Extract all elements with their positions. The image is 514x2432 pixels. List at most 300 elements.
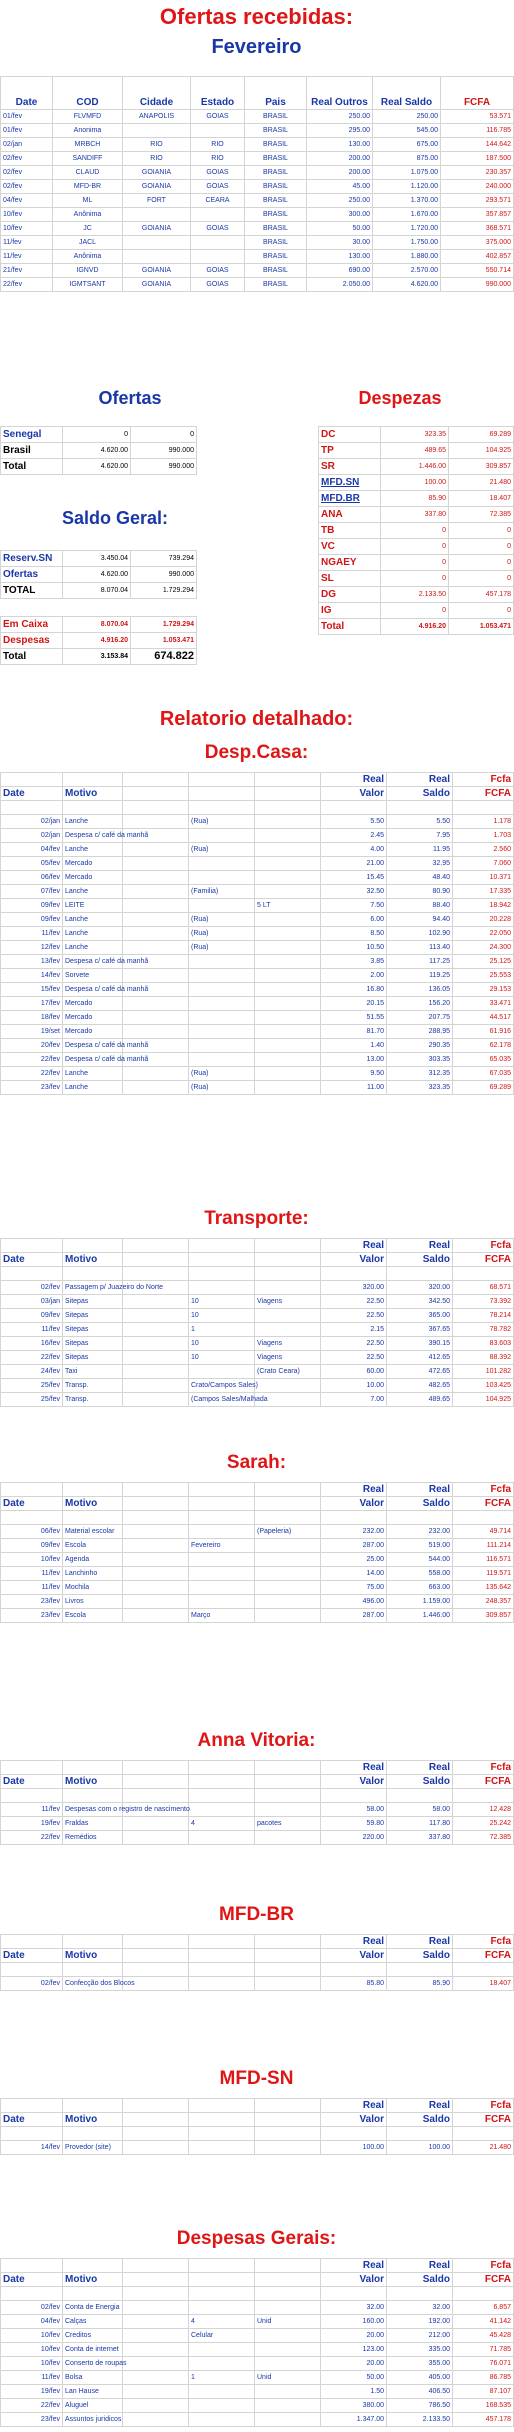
table-row	[1, 208, 514, 222]
table-cell: 119.571	[453, 1567, 514, 1581]
table-cell: 16.80	[321, 983, 387, 997]
table-cell: 17/fev	[1, 997, 63, 1011]
table-cell: 250.00	[373, 110, 441, 124]
table-cell: Sorvete	[63, 969, 123, 983]
table-cell: 30.00	[307, 236, 373, 250]
detail-table	[0, 2258, 514, 2427]
table-cell	[1, 2127, 63, 2141]
table-cell: 25/fev	[1, 1393, 63, 1407]
table-cell: RIO	[123, 152, 191, 166]
table-row	[1, 843, 514, 857]
column-header: Real	[387, 773, 453, 787]
table-cell: 05/fev	[1, 857, 63, 871]
table-cell: 323.35	[387, 1081, 453, 1095]
table-cell: 1.729.294	[131, 617, 197, 633]
table-cell: Sitepas	[63, 1295, 123, 1309]
column-header: Valor	[321, 2273, 387, 2287]
table-cell: Remédios	[63, 1831, 123, 1845]
blank-row	[1, 1511, 514, 1525]
table-cell: Taxi	[63, 1365, 123, 1379]
table-cell	[123, 1567, 189, 1581]
table-cell: 19/fev	[1, 2385, 63, 2399]
table-cell	[123, 1351, 189, 1365]
table-cell: 11/fev	[1, 927, 63, 941]
table-cell: 25/fev	[1, 1379, 63, 1393]
table-cell: JACL	[53, 236, 123, 250]
table-cell: 60.00	[321, 1365, 387, 1379]
table-cell: SR	[319, 459, 381, 475]
table-cell: 119.25	[387, 969, 453, 983]
summary-row	[1, 551, 197, 567]
column-header	[123, 1761, 189, 1775]
column-header: Real	[321, 773, 387, 787]
month-title: Fevereiro	[211, 36, 302, 58]
table-cell: Viagens	[255, 1351, 321, 1365]
table-cell	[123, 1553, 189, 1567]
table-cell: 405.00	[387, 2371, 453, 2385]
table-row	[1, 138, 514, 152]
table-cell: 104.925	[453, 1393, 514, 1407]
table-cell: 1.446.00	[381, 459, 449, 475]
table-cell: 09/fev	[1, 1539, 63, 1553]
table-cell: 48.40	[387, 871, 453, 885]
table-cell: 365.00	[387, 1309, 453, 1323]
table-cell: 49.714	[453, 1525, 514, 1539]
table-row	[1, 983, 514, 997]
detail-section	[0, 2228, 513, 2427]
table-cell: BRASIL	[245, 222, 307, 236]
table-cell	[255, 2357, 321, 2371]
table-cell: 101.282	[453, 1365, 514, 1379]
table-cell: Sitepas	[63, 1323, 123, 1337]
table-cell	[123, 2357, 189, 2371]
table-row	[1, 1337, 514, 1351]
table-cell: 10/fev	[1, 2357, 63, 2371]
table-cell	[189, 1963, 255, 1977]
table-cell: 01/fev	[1, 124, 53, 138]
column-header: Real Saldo	[373, 77, 441, 110]
table-cell	[321, 1789, 387, 1803]
column-header: Motivo	[63, 1949, 123, 1963]
table-cell: Lanche	[63, 1067, 123, 1081]
table-cell	[453, 2287, 514, 2301]
table-cell: (Rua)	[189, 927, 255, 941]
column-header	[255, 1949, 321, 1963]
table-cell	[123, 801, 189, 815]
table-cell	[189, 1803, 255, 1817]
table-cell	[123, 1963, 189, 1977]
table-row	[1, 2315, 514, 2329]
table-cell: BRASIL	[245, 110, 307, 124]
column-header	[63, 2099, 123, 2113]
table-cell: 13/fev	[1, 955, 63, 969]
summary-row	[319, 459, 514, 475]
table-cell: 10	[189, 1295, 255, 1309]
table-cell	[1, 1511, 63, 1525]
table-cell: 412.65	[387, 1351, 453, 1365]
column-header	[123, 2259, 189, 2273]
table-cell: 44.517	[453, 1011, 514, 1025]
column-header: FCFA	[441, 77, 514, 110]
table-cell: 9.50	[321, 1067, 387, 1081]
table-cell	[63, 1511, 123, 1525]
table-cell	[255, 1309, 321, 1323]
column-header	[255, 1253, 321, 1267]
table-cell	[255, 1595, 321, 1609]
column-header: FCFA	[453, 1497, 514, 1511]
table-cell: 22.50	[321, 1309, 387, 1323]
table-cell: 02/fev	[1, 1281, 63, 1295]
table-cell: 489.65	[381, 443, 449, 459]
table-header-row	[1, 2099, 514, 2113]
table-cell: ANAPOLIS	[123, 110, 191, 124]
table-cell	[255, 885, 321, 899]
table-cell: 10	[189, 1337, 255, 1351]
table-cell: 23/fev	[1, 1081, 63, 1095]
column-header: Date	[1, 1775, 63, 1789]
table-cell	[255, 913, 321, 927]
table-cell: 78.214	[453, 1309, 514, 1323]
table-cell: (Rua)	[189, 843, 255, 857]
column-header: Real	[387, 1935, 453, 1949]
section-title: Transporte:	[204, 1208, 309, 1229]
column-header: Date	[1, 787, 63, 801]
column-header: Real	[387, 1239, 453, 1253]
column-header: Estado	[191, 77, 245, 110]
table-cell: 10.00	[321, 1379, 387, 1393]
table-cell: 674.822	[131, 649, 197, 665]
table-cell: Ofertas	[1, 567, 63, 583]
table-cell: 20.00	[321, 2329, 387, 2343]
column-header	[63, 2259, 123, 2273]
table-cell: NGAEY	[319, 555, 381, 571]
table-cell: 18/fev	[1, 1011, 63, 1025]
table-cell: 187.500	[441, 152, 514, 166]
table-cell	[123, 2385, 189, 2399]
table-row	[1, 1581, 514, 1595]
table-cell	[1, 2287, 63, 2301]
column-header: Fcfa	[453, 773, 514, 787]
table-cell: 03/jan	[1, 1295, 63, 1309]
table-cell: 12.428	[453, 1803, 514, 1817]
table-row	[1, 899, 514, 913]
table-cell: 11/fev	[1, 250, 53, 264]
summary-area	[0, 378, 513, 678]
table-row	[1, 1539, 514, 1553]
summary-row	[1, 459, 197, 475]
table-cell: 18.942	[453, 899, 514, 913]
table-cell: 2.133.50	[387, 2413, 453, 2427]
column-header	[63, 1239, 123, 1253]
column-header: Real	[321, 2099, 387, 2113]
table-cell: MRBCH	[53, 138, 123, 152]
table-cell: Lanche	[63, 885, 123, 899]
table-cell	[123, 1025, 189, 1039]
table-cell	[123, 2343, 189, 2357]
column-header	[255, 2113, 321, 2127]
table-cell	[123, 1081, 189, 1095]
table-cell: Bolsa	[63, 2371, 123, 2385]
table-cell	[123, 1309, 189, 1323]
table-cell: DC	[319, 427, 381, 443]
table-cell: 22/fev	[1, 1053, 63, 1067]
table-cell: (Rua)	[189, 815, 255, 829]
summary-row	[319, 555, 514, 571]
table-cell: Unid	[255, 2315, 321, 2329]
table-cell: 02/fev	[1, 1977, 63, 1991]
table-row	[1, 1977, 514, 1991]
column-header	[255, 1761, 321, 1775]
column-header: Valor	[321, 1949, 387, 1963]
table-cell: Conta de Energia	[63, 2301, 123, 2315]
column-header	[189, 2259, 255, 2273]
table-cell: Sitepas	[63, 1337, 123, 1351]
section-title: Anna Vitoria:	[197, 1730, 316, 1751]
table-cell: 4	[189, 2315, 255, 2329]
table-cell	[453, 1789, 514, 1803]
section-title: Desp.Casa:	[204, 742, 309, 763]
table-cell: 1.347.00	[321, 2413, 387, 2427]
column-header: Date	[1, 2273, 63, 2287]
table-cell: 0	[449, 571, 514, 587]
column-header: Motivo	[63, 1497, 123, 1511]
table-cell: 20/fev	[1, 1039, 63, 1053]
table-row	[1, 1025, 514, 1039]
table-cell: 192.00	[387, 2315, 453, 2329]
table-row	[1, 236, 514, 250]
column-header	[123, 787, 189, 801]
table-cell	[189, 1011, 255, 1025]
table-row	[1, 1067, 514, 1081]
table-cell	[453, 2127, 514, 2141]
table-cell: 21.480	[449, 475, 514, 491]
table-cell: 22.50	[321, 1337, 387, 1351]
table-cell: RIO	[191, 152, 245, 166]
table-cell: 103.425	[453, 1379, 514, 1393]
table-cell: 04/fev	[1, 843, 63, 857]
table-cell: 287.00	[321, 1609, 387, 1623]
table-cell: 45.00	[307, 180, 373, 194]
table-cell: 62.178	[453, 1039, 514, 1053]
table-cell: 220.00	[321, 1831, 387, 1845]
table-cell: 1.075.00	[373, 166, 441, 180]
table-cell	[123, 815, 189, 829]
table-row	[1, 2329, 514, 2343]
table-row	[1, 829, 514, 843]
column-header: Fcfa	[453, 2099, 514, 2113]
table-row	[1, 1379, 514, 1393]
table-cell: 18.407	[453, 1977, 514, 1991]
table-row	[1, 927, 514, 941]
table-cell: Unid	[255, 2371, 321, 2385]
table-cell	[255, 1977, 321, 1991]
table-cell: 15.45	[321, 871, 387, 885]
table-cell: 25.242	[453, 1817, 514, 1831]
column-header	[189, 787, 255, 801]
column-header: Fcfa	[453, 1761, 514, 1775]
table-cell: 4.620.00	[373, 278, 441, 292]
table-cell	[189, 801, 255, 815]
table-row	[1, 871, 514, 885]
table-cell	[255, 2413, 321, 2427]
table-cell	[63, 2287, 123, 2301]
column-header: Motivo	[63, 787, 123, 801]
table-cell	[255, 1281, 321, 1295]
table-cell	[189, 983, 255, 997]
table-cell: Creditos	[63, 2329, 123, 2343]
table-cell: 1.729.294	[131, 583, 197, 599]
table-cell	[255, 969, 321, 983]
table-cell: 58.00	[387, 1803, 453, 1817]
table-cell: 72.385	[449, 507, 514, 523]
column-header	[255, 773, 321, 787]
table-cell: BRASIL	[245, 180, 307, 194]
table-cell: 406.50	[387, 2385, 453, 2399]
table-cell: 675.00	[373, 138, 441, 152]
summary-row	[1, 649, 197, 665]
table-cell: 0	[381, 555, 449, 571]
table-cell: Mochila	[63, 1581, 123, 1595]
table-header-row	[1, 1253, 514, 1267]
table-cell	[123, 843, 189, 857]
table-cell: 457.178	[453, 2413, 514, 2427]
table-row	[1, 2399, 514, 2413]
table-cell: 23/fev	[1, 1595, 63, 1609]
column-header: Date	[1, 1497, 63, 1511]
summary-row	[1, 567, 197, 583]
table-cell: 14.00	[321, 1567, 387, 1581]
column-header	[189, 1775, 255, 1789]
table-cell: 10.371	[453, 871, 514, 885]
table-cell	[191, 250, 245, 264]
table-cell: 58.00	[321, 1803, 387, 1817]
table-row	[1, 2141, 514, 2155]
table-row	[1, 1039, 514, 1053]
table-cell: Março	[189, 1609, 255, 1623]
table-cell: ANA	[319, 507, 381, 523]
table-cell	[189, 2385, 255, 2399]
table-cell: (Rua)	[189, 1067, 255, 1081]
table-cell: 11/fev	[1, 2371, 63, 2385]
table-cell: 558.00	[387, 1567, 453, 1581]
table-cell: Total	[1, 649, 63, 665]
table-cell	[255, 1831, 321, 1845]
table-cell: Livros	[63, 1595, 123, 1609]
detail-table	[0, 772, 514, 1095]
table-cell	[189, 2413, 255, 2427]
table-cell: 212.00	[387, 2329, 453, 2343]
table-cell	[123, 1011, 189, 1025]
table-row	[1, 857, 514, 871]
table-cell: 290.35	[387, 1039, 453, 1053]
column-header: Saldo	[387, 2113, 453, 2127]
section-title: Despesas Gerais:	[176, 2228, 337, 2249]
column-header	[1, 773, 63, 787]
table-cell	[123, 250, 191, 264]
section-title: Sarah:	[226, 1452, 287, 1473]
table-cell: 22/fev	[1, 1351, 63, 1365]
table-cell	[191, 208, 245, 222]
table-header-row	[1, 1949, 514, 1963]
table-cell	[123, 913, 189, 927]
table-row	[1, 1553, 514, 1567]
table-cell: 25.125	[453, 955, 514, 969]
table-cell: 3.85	[321, 955, 387, 969]
detail-section	[0, 1452, 513, 1623]
table-cell	[63, 801, 123, 815]
table-row	[1, 264, 514, 278]
table-cell	[189, 2343, 255, 2357]
table-cell	[255, 1609, 321, 1623]
table-cell: Lanche	[63, 1081, 123, 1095]
table-cell: 1.446.00	[387, 1609, 453, 1623]
table-cell: 288.95	[387, 1025, 453, 1039]
column-header	[1, 2259, 63, 2273]
table-cell: 489.65	[387, 1393, 453, 1407]
despezas-summary-table	[318, 426, 514, 635]
table-cell	[255, 2385, 321, 2399]
table-cell: Anonima	[53, 124, 123, 138]
table-cell: 1	[189, 2371, 255, 2385]
table-cell: pacotes	[255, 1817, 321, 1831]
table-cell: 69.289	[453, 1081, 514, 1095]
table-cell: 368.571	[441, 222, 514, 236]
column-header	[189, 1253, 255, 1267]
table-header-row	[1, 77, 514, 110]
table-cell	[189, 2287, 255, 2301]
table-cell: 519.00	[387, 1539, 453, 1553]
table-cell	[321, 2287, 387, 2301]
table-cell: (Rua)	[189, 1081, 255, 1095]
table-cell: 355.00	[387, 2357, 453, 2371]
table-cell	[255, 1581, 321, 1595]
table-header-row	[1, 1239, 514, 1253]
table-cell: TP	[319, 443, 381, 459]
table-cell	[123, 1067, 189, 1081]
table-cell: 1.053.471	[131, 633, 197, 649]
table-cell: 130.00	[307, 250, 373, 264]
table-cell: 875.00	[373, 152, 441, 166]
table-cell: 5.50	[387, 815, 453, 829]
column-header: Saldo	[387, 1253, 453, 1267]
table-cell	[255, 983, 321, 997]
table-cell: 136.05	[387, 983, 453, 997]
column-header	[63, 1483, 123, 1497]
table-cell: 5.50	[321, 815, 387, 829]
column-header	[123, 2113, 189, 2127]
table-row	[1, 1393, 514, 1407]
table-cell	[255, 1789, 321, 1803]
table-cell: 1.159.00	[387, 1595, 453, 1609]
table-cell: Transp.	[63, 1393, 123, 1407]
table-cell	[255, 955, 321, 969]
table-cell: 11/fev	[1, 1803, 63, 1817]
table-row	[1, 2385, 514, 2399]
table-cell: 337.80	[381, 507, 449, 523]
column-header: Motivo	[63, 1775, 123, 1789]
table-cell: 7.95	[387, 829, 453, 843]
column-header: Real	[321, 1239, 387, 1253]
table-row	[1, 1295, 514, 1309]
table-cell: Viagens	[255, 1295, 321, 1309]
table-cell: CEARA	[191, 194, 245, 208]
table-cell	[189, 2301, 255, 2315]
table-cell	[123, 2141, 189, 2155]
table-cell	[255, 1053, 321, 1067]
table-cell: MFD.SN	[319, 475, 381, 491]
table-row	[1, 1011, 514, 1025]
page-title: Ofertas recebidas:	[159, 4, 354, 29]
